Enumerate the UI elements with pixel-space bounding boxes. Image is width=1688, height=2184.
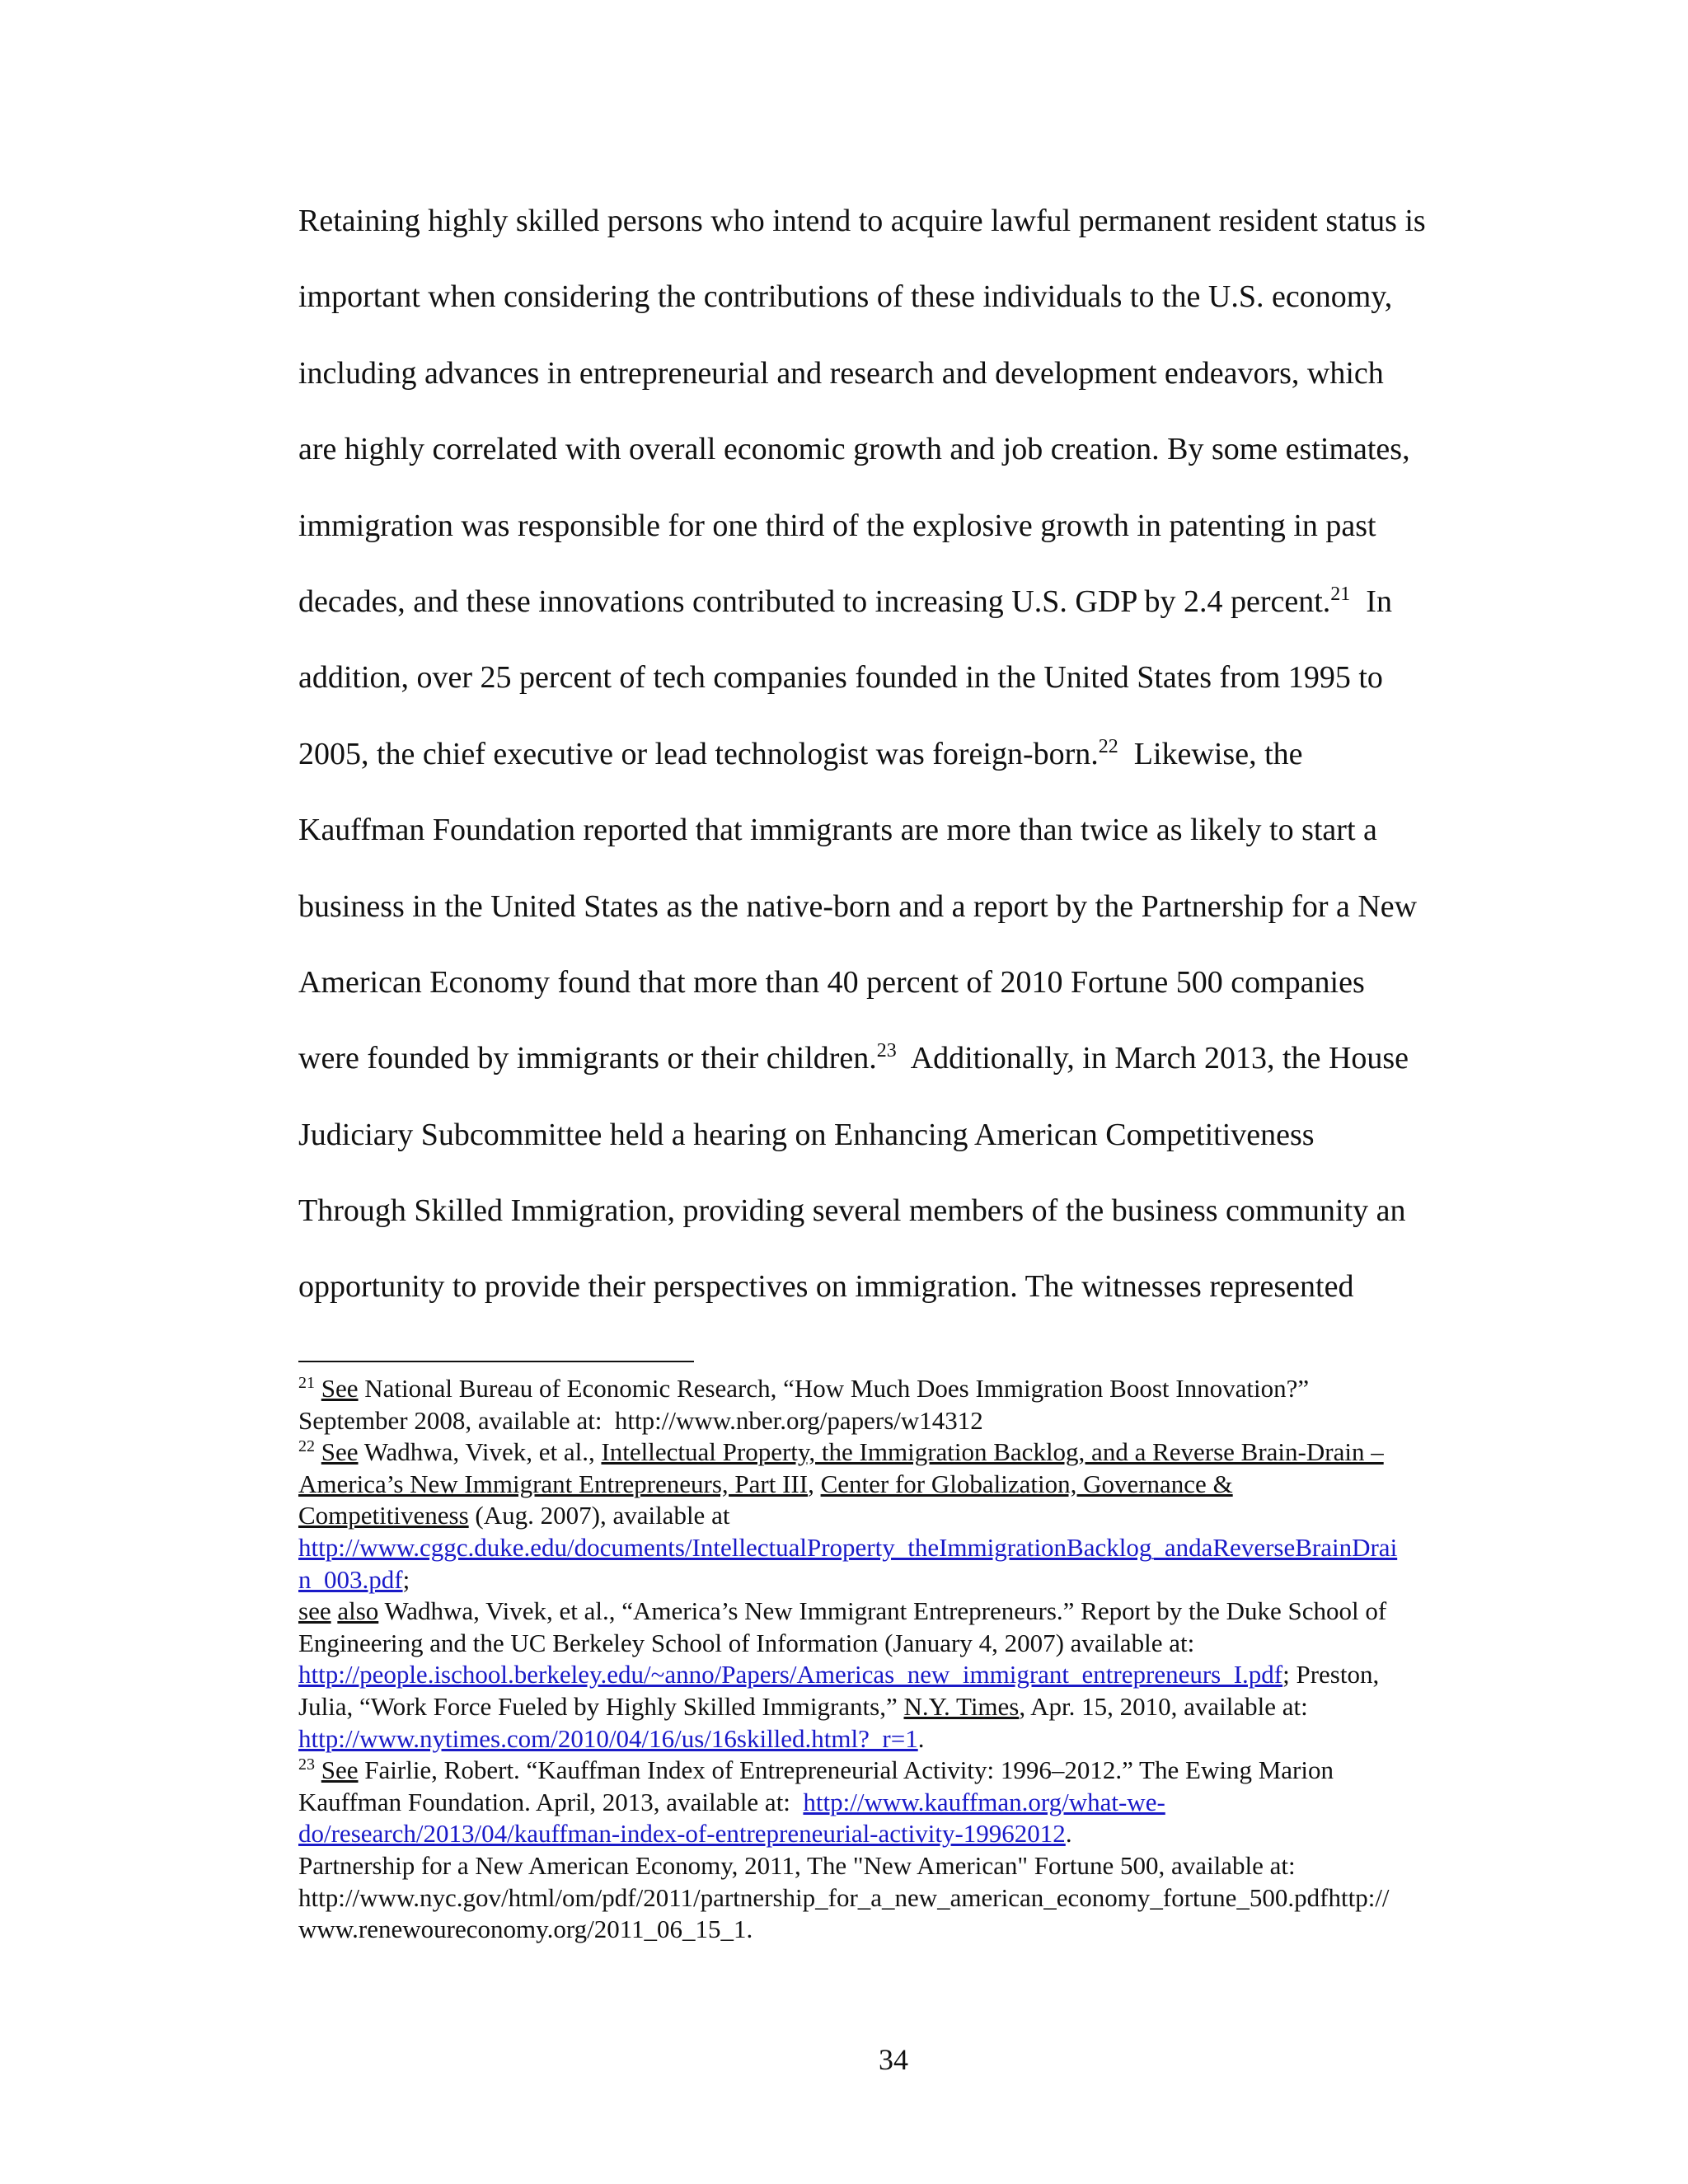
body-line: American Economy found that more than 40 percent of 2010 Fortune 500 companies bbox=[298, 964, 1365, 1000]
footnote-line: September 2008, available at: http://www.nber.org/papers/w14312 bbox=[298, 1405, 983, 1435]
body-line: opportunity to provide their perspectives on immigration. The witnesses represented bbox=[298, 1269, 1354, 1305]
kauffman-link-continued[interactable]: do/research/2013/04/kauffman-index-of-entrepreneurial-activity-19962012 bbox=[298, 1819, 1066, 1849]
body-line: Kauffman Foundation reported that immigrants are more than twice as likely to start a bbox=[298, 813, 1377, 848]
body-line: business in the United States as the native-born and a report by the Partnership for a New bbox=[298, 888, 1418, 924]
footnote-23: $^{23}$ See Fairlie, Robert. “Kauffman Index of Entrepreneurial Activity: 1996–2012.” The Ewing Marion bbox=[298, 1755, 1334, 1785]
footnote-21: $^{21}$ See National Bureau of Economic Research, “How Much Does Immigration Boost Innovation?” bbox=[298, 1374, 1310, 1403]
footnote-ref-22[interactable]: 22 bbox=[1098, 735, 1118, 757]
body-line: immigration was responsible for one third of the explosive growth in patenting in past bbox=[298, 508, 1376, 543]
body-line: Retaining highly skilled persons who intend to acquire lawful permanent resident status is bbox=[298, 204, 1426, 238]
footnote-ref-23[interactable]: 23 bbox=[876, 1040, 897, 1062]
body-line: including advances in entrepreneurial and research and development endeavors, which bbox=[298, 355, 1384, 391]
footnote-line: see also Wadhwa, Vivek, et al., “America’s New Immigrant Entrepreneurs.” Report by the Duke School of bbox=[298, 1596, 1387, 1626]
footnote-line: Partnership for a New American Economy, 2011, The "New American" Fortune 500, available at: bbox=[298, 1850, 1296, 1880]
footnote-line: America’s New Immigrant Entrepreneurs, Part III, Center for Globalization, Governance & bbox=[298, 1469, 1233, 1498]
footnote-22: $^{22}$ See Wadhwa, Vivek, et al., Intellectual Property, the Immigration Backlog, and a Reverse Brain-Drain – bbox=[298, 1437, 1384, 1467]
berkeley-link[interactable]: http://people.ischool.berkeley.edu/~anno/Papers/Americas_new_immigrant_entrepreneurs_I.pdf bbox=[298, 1660, 1283, 1690]
page-number: 34 bbox=[879, 2043, 908, 2076]
footnote-line: www.renewoureconomy.org/2011_06_15_1. bbox=[298, 1915, 753, 1944]
footnote-line: do/research/2013/04/kauffman-index-of-entrepreneurial-activity-19962012. bbox=[298, 1819, 1072, 1849]
footnotes bbox=[298, 1373, 1510, 1946]
cggc-link[interactable]: http://www.cggc.duke.edu/documents/IntellectualProperty_theImmigrationBacklog_andaReverseBrainDrai bbox=[298, 1532, 1398, 1562]
footnote-ref-21[interactable]: 21 bbox=[1330, 583, 1351, 605]
body-line: addition, over 25 percent of tech companies founded in the United States from 1995 to bbox=[298, 660, 1383, 696]
body-line: are highly correlated with overall economic growth and job creation. By some estimates, bbox=[298, 432, 1410, 467]
kauffman-link[interactable]: http://www.kauffman.org/what-we- bbox=[803, 1787, 1165, 1816]
body-paragraph bbox=[298, 183, 1510, 1325]
footnote-line: Kauffman Foundation. April, 2013, available at: http://www.kauffman.org/what-we- bbox=[298, 1787, 1165, 1816]
body-line: were founded by immigrants or their children.$^{23}$ Additionally, in March 2013, the House bbox=[298, 1040, 1409, 1076]
footnote-line: n_003.pdf; bbox=[298, 1564, 410, 1594]
nytimes-link[interactable]: http://www.nytimes.com/2010/04/16/us/16skilled.html?_r=1 bbox=[298, 1723, 918, 1753]
body-line: Through Skilled Immigration, providing several members of the business community an bbox=[298, 1193, 1406, 1229]
footnote-line: http://www.nytimes.com/2010/04/16/us/16skilled.html?_r=1. bbox=[298, 1723, 925, 1753]
footnote-line: http://people.ischool.berkeley.edu/~anno/Papers/Americas_new_immigrant_entrepreneurs_I.pdf; Preston, bbox=[298, 1660, 1380, 1690]
body-line: decades, and these innovations contributed to increasing U.S. GDP by 2.4 percent.$^{21}$ In bbox=[298, 583, 1392, 619]
body-line: Judiciary Subcommittee held a hearing on Enhancing American Competitiveness bbox=[298, 1117, 1315, 1152]
footnote-line: http://www.nyc.gov/html/om/pdf/2011/partnership_for_a_new_american_economy_fortune_500.pdfhttp:// bbox=[298, 1882, 1390, 1912]
footnote-line: Julia, “Work Force Fueled by Highly Skilled Immigrants,” N.Y. Times, Apr. 15, 2010, available at: bbox=[298, 1691, 1308, 1721]
footnote-line: Competitiveness (Aug. 2007), available at bbox=[298, 1501, 730, 1530]
footnote-line bbox=[298, 1532, 1510, 1564]
cggc-link-continued[interactable]: n_003.pdf bbox=[298, 1564, 403, 1594]
body-line: important when considering the contributions of these individuals to the U.S. economy, bbox=[298, 279, 1393, 315]
footnote-line: Engineering and the UC Berkeley School of Information (January 4, 2007) available at: bbox=[298, 1628, 1195, 1657]
body-line: 2005, the chief executive or lead technologist was foreign-born.$^{22}$ Likewise, the bbox=[298, 735, 1303, 771]
footnote-separator bbox=[298, 1361, 694, 1362]
